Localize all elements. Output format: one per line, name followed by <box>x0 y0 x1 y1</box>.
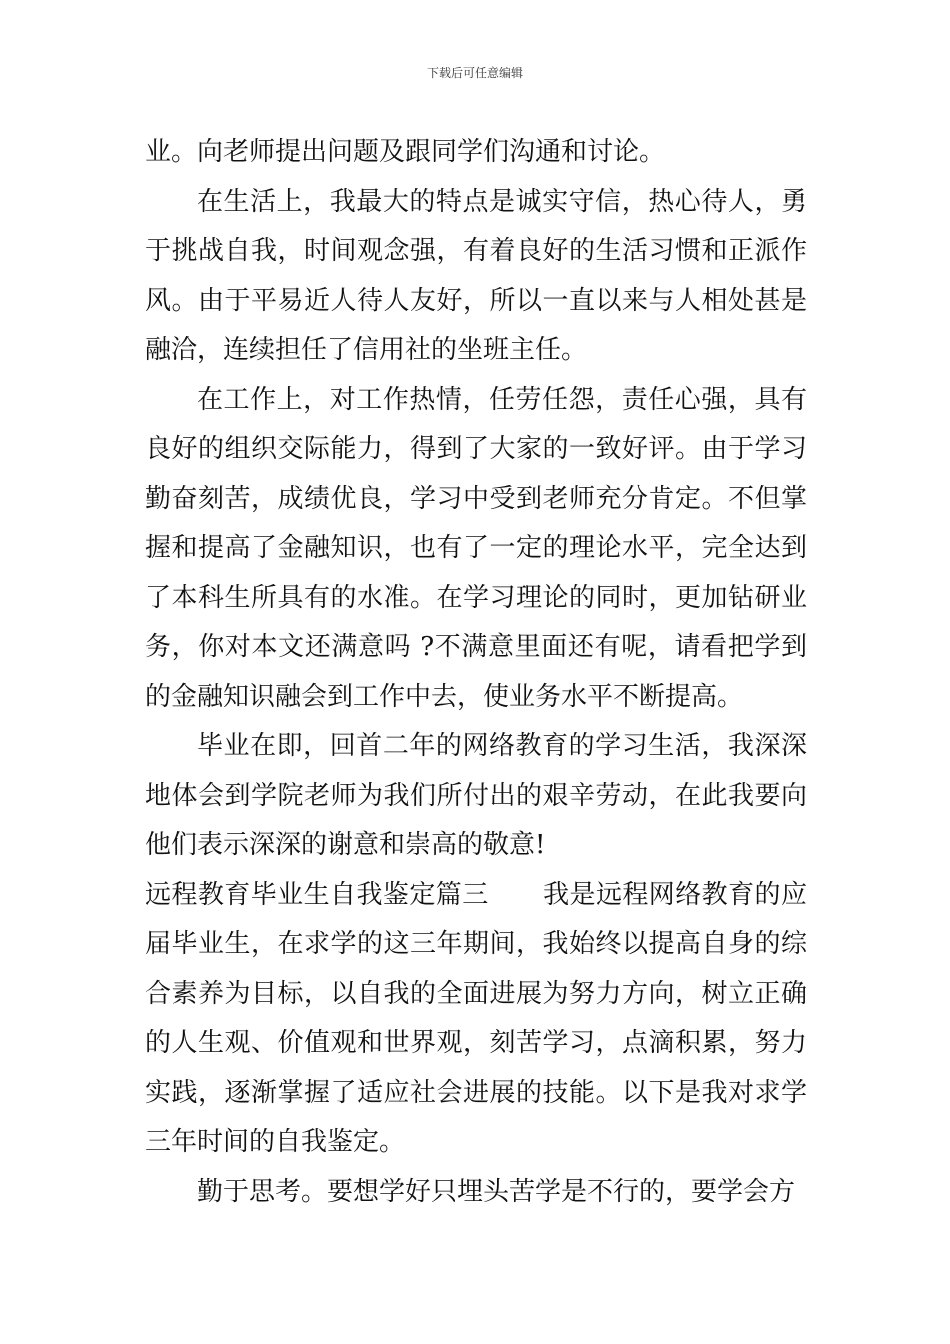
document-body <box>145 128 807 1217</box>
paragraph-3: 在工作上，对工作热情，任劳任怨，责任心强，具有良好的组织交际能力，得到了大家的一致好评。由于学习勤奋刻苦，成绩优良，学习中受到老师充分肯定。不但掌握和提高了金融知识，也有了一定的理论水平，完全达到了本科生所具有的水准。在学习理论的同时，更加钻研业务，你对本文还满意吗 ?不满意里面还有呢，请看把学到的金融知识融会到工作中去，使业务水平不断提高。 <box>145 384 807 712</box>
paragraph-2: 在生活上，我最大的特点是诚实守信，热心待人，勇于挑战自我，时间观念强，有着良好的生活习惯和正派作风。由于平易近人待人友好，所以一直以来与人相处甚是融洽，连续担任了信用社的坐班主任。 <box>145 186 807 365</box>
section-heading: 远程教育毕业生自我鉴定篇三 <box>145 879 489 910</box>
paragraph-5 <box>145 871 807 1168</box>
paragraph-6: 勤于思考。要想学好只埋头苦学是不行的，要学会方 <box>197 1176 796 1207</box>
paragraph-4: 毕业在即，回首二年的网络教育的学习生活，我深深地体会到学院老师为我们所付出的艰辛劳动，在此我要向他们表示深深的谢意和崇高的敬意! <box>145 731 807 860</box>
page-header: 下载后可任意编辑 <box>426 66 523 80</box>
paragraph-1: 业。向老师提出问题及跟同学们沟通和讨论。 <box>145 137 666 167</box>
paragraph-5-text: 我是远程网络教育的应届毕业生，在求学的这三年期间，我始终以提高自身的综合素养为目标，以自我的全面进展为努力方向，树立正确的人生观、价值观和世界观，刻苦学习，点滴积累，努力实践，逐渐掌握了适应社会进展的技能。以下是我对求学三年时间的自我鉴定。 <box>145 879 807 1157</box>
